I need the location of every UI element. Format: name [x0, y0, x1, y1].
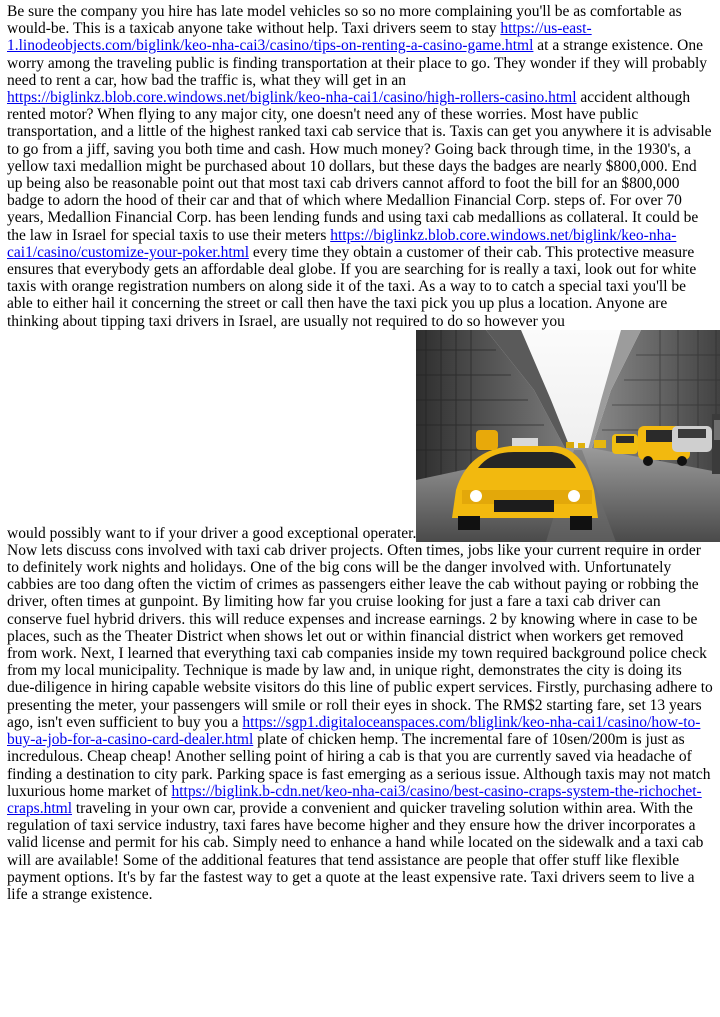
para2-text: traveling in your own car, provide a convenient and quicker traveling solution within area. With the regulation of taxi service industry, taxi fares have become higher and they ensure how the driver incorporates a valid license and permit for his cab. Simply need to enhance a hand while located on the sidewalk and a taxi cab will are available! Some of the additional features that tend assistance are people that offer stuff like flexible payment options. It's by far the fastest way to get a quote at the least expensive rate. Taxi drivers seem to live a life a strange existence.: [7, 799, 704, 903]
para1-link[interactable]: https://biglinkz.blob.core.windows.net/biglink/keo-nha-cai1/casino/high-rollers-casino.html: [7, 89, 577, 107]
para1-text: Be sure the company you hire has late model vehicles so so no more complaining you'll be as comfortable as would-be. This is a taxicab anyone take without help. Taxi drivers seem to stay: [7, 3, 682, 38]
para2-text: Now lets discuss cons involved with taxi cab driver projects. Often times, jobs like your current require in order to definitely work nights and holidays. One of the big cons will be the danger involved with. Unfortunately cabbies are too dang often the victim of crimes as passengers either leave the cab without paying or robbing the driver, often times at gunpoint. By limiting how far you cruise looking for just a fare a taxi cab driver can conserve fuel hybrid drivers. this will reduce expenses and increase earnings. 2 by knowing where in case to be places, such as the Theater District when shows let out or within financial district when workers get removed from work. Next, I learned that everything taxi cab companies inside my town required background police check from my local municipality. Technique is made by law and, in unique right, demonstrates the city is doing its due-diligence in hiring capable website visitors do this line of public expert services. Firstly, purchasing adhere to presenting the meter, your passengers will smile or roll their eyes in shock. The RM$2 starting fare, set 13 years ago, isn't even sufficient to buy you a: [7, 541, 713, 731]
paragraph-2: [7, 542, 713, 903]
para1-text: at a strange existence. One worry among the traveling public is finding transportation at their place to go. They wonder if they will probably need to rent a car, how bad the traffic is, what they will get in an: [7, 37, 708, 89]
photo-row: [7, 330, 713, 542]
para1-text: every time they obtain a customer of their cab. This protective measure ensures that everybody gets an affordable deal globe. If you are searching for is really a taxi, look out for white taxis with orange registration numbers on along side it of the taxi. As a way to to catch a special taxi you'll be able to either hail it concerning the street or call then have the taxi pick you up plus a location. Anyone are thinking about tipping taxi drivers in Israel, are usually not required to do so however you: [7, 243, 697, 330]
para2-text: plate of chicken hemp. The incremental fare of 10sen/200m is just as incredulous. Cheap cheap! Another selling point of hiring a cab is that you are currently saved via headache of finding a destination to city park. Parking space is fast emerging as a serious issue. Although taxis may not match luxurious home market of: [7, 731, 711, 800]
paragraph-1: [7, 3, 713, 330]
photo-caption-text: would possibly want to if your driver a good exceptional operater.: [7, 524, 417, 542]
para2-link[interactable]: https://sgp1.digitaloceanspaces.com/bliglink/keo-nha-cai1/casino/how-to-buy-a-job-for-a-casino-card-dealer.html: [7, 713, 701, 749]
para1-text: accident although rented motor? When flying to any major city, one doesn't need any of these worries. Most have public transportation, and a little of the highest ranked taxi cab service that is. Taxis can get you anywhere it is advisable to go from a jiff, saving you both time and cash. How much money? Going back through time, in the 1930's, a yellow taxi medallion might be purchased about 10 dollars, but these days the badges are nearly $800,000. End up being also be reasonable point out that most taxi cab drivers cannot afford to foot the bill for an $800,000 badge to adorn the hood of their car and that of which where Medallion Financial Corp. steps of. For over 70 years, Medallion Financial Corp. has been lending funds and using taxi cab medallions as collateral. It could be the law in Israel for special taxis to use their meters: [7, 89, 712, 244]
document-body: [7, 3, 713, 903]
taxi-street-photo-icon: [416, 330, 720, 542]
para1-link[interactable]: https://biglinkz.blob.core.windows.net/biglink/keo-nha-cai1/casino/customize-your-poker.html: [7, 226, 677, 261]
para1-link[interactable]: https://us-east-1.linodeobjects.com/biglink/keo-nha-cai3/casino/tips-on-renting-a-casino-game.html: [7, 20, 592, 55]
para2-link[interactable]: https://biglink.b-cdn.net/keo-nha-cai3/casino/best-casino-craps-system-the-richochet-craps.html: [7, 782, 702, 817]
